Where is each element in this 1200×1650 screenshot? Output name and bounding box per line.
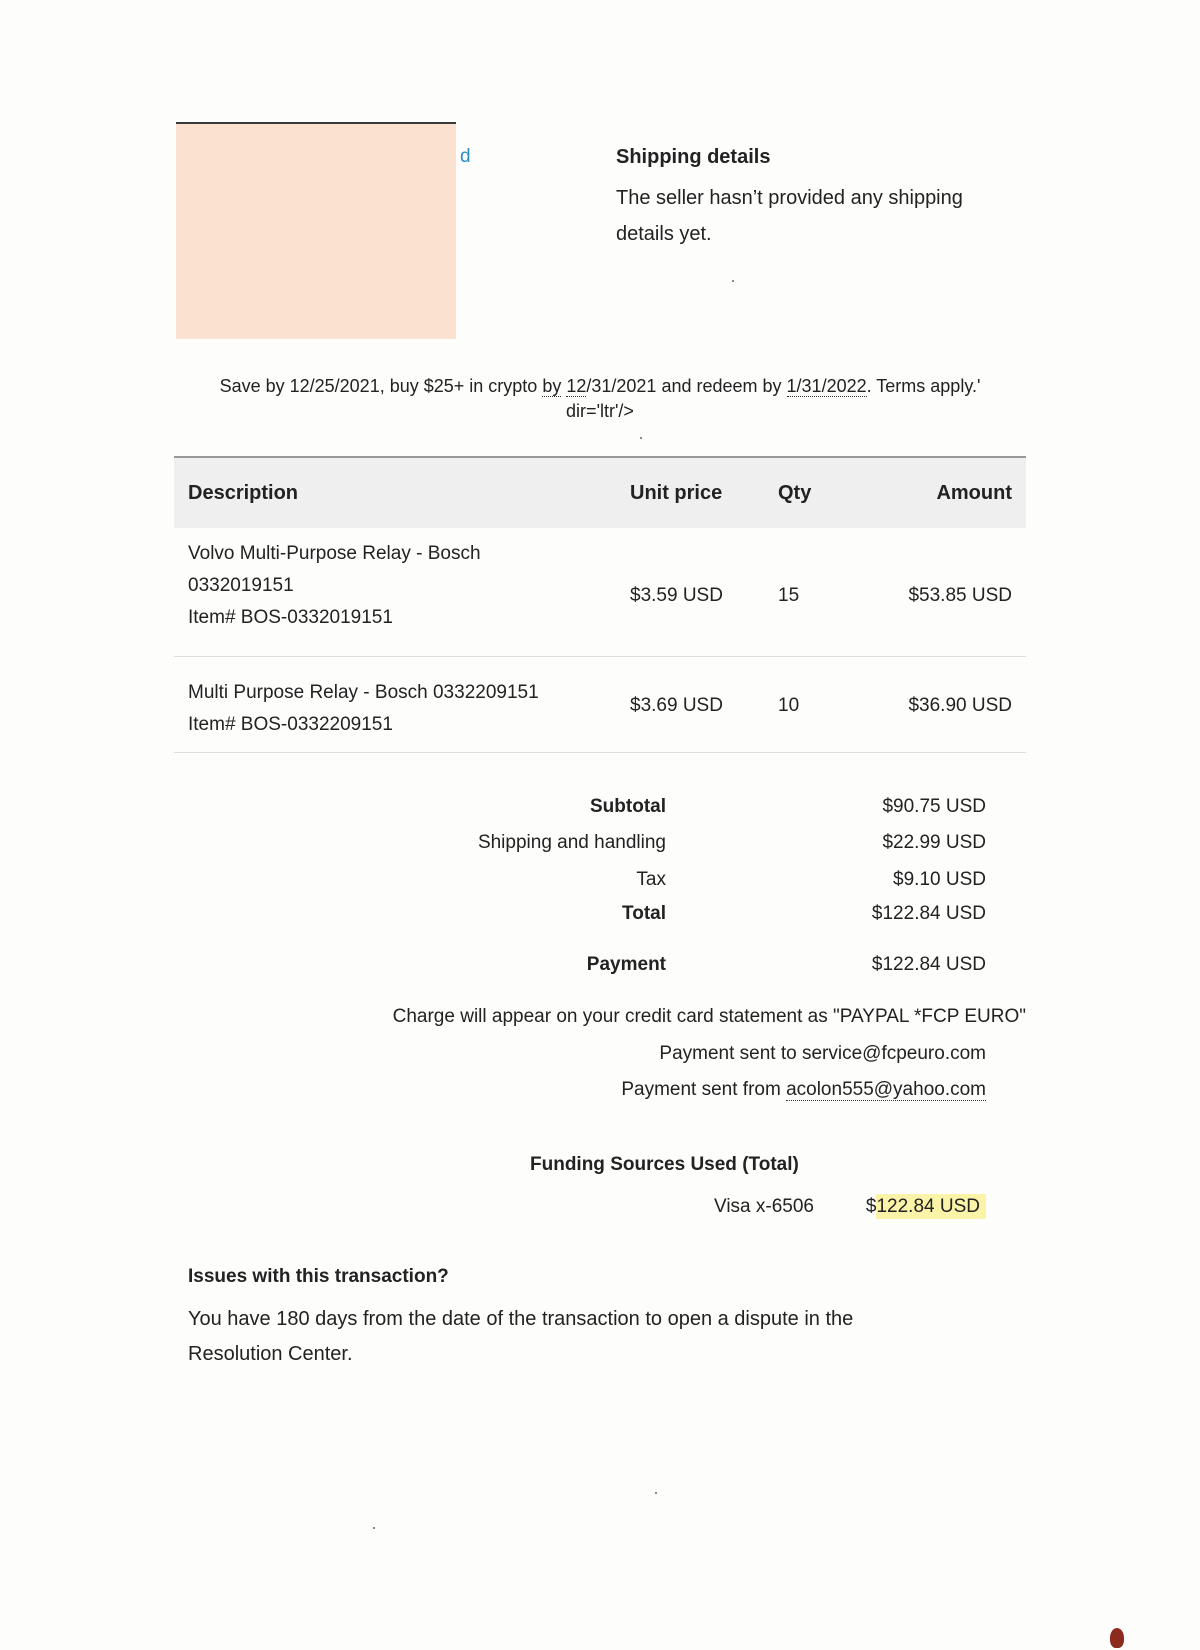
item-qty: 10 (778, 695, 800, 716)
item-qty: 15 (778, 585, 800, 606)
promo-text: Save by 12/25/2021, buy $25+ in crypto by 12/31/2021 and redeem by 1/31/2022. Terms apply.' dir='ltr'/> (219, 376, 981, 421)
shipping-value: $22.99 USD (882, 832, 986, 853)
header-description: Description (188, 482, 299, 504)
subtotal-label: Subtotal (590, 796, 666, 817)
paper-speck (373, 1527, 375, 1529)
item-unit-price: $3.69 USD (630, 695, 723, 716)
redacted-heading-fragment: d (460, 146, 471, 167)
funding-source-amount: $122.84 USD (866, 1196, 986, 1218)
header-amount: Amount (936, 482, 1012, 504)
paper-speck (655, 1492, 657, 1494)
statement-descriptor: Charge will appear on your credit card statement as "PAYPAL *FCP EURO" (392, 1006, 1026, 1027)
paper-speck (732, 280, 734, 282)
total-label: Total (622, 903, 666, 924)
table-header (174, 456, 1026, 528)
issues-title: Issues with this transaction? (188, 1266, 449, 1287)
shipping-details-title: Shipping details (616, 146, 771, 168)
item-description: Volvo Multi-Purpose Relay - Bosch 0332019151 Item# BOS-0332019151 (188, 543, 481, 628)
shipping-details-text: The seller hasn’t provided any shipping details yet. (616, 187, 963, 245)
table-row (174, 657, 1026, 753)
item-amount: $53.85 USD (908, 585, 1012, 606)
shipping-label: Shipping and handling (477, 832, 666, 853)
payment-label: Payment (586, 954, 666, 975)
funding-sources-title: Funding Sources Used (Total) (530, 1154, 799, 1175)
payment-value: $122.84 USD (871, 954, 986, 975)
sender-email-link[interactable]: acolon555@yahoo.com (786, 1079, 986, 1100)
funding-source-card: Visa x-6506 (714, 1196, 814, 1217)
subtotal-value: $90.75 USD (882, 796, 986, 817)
paper-speck (640, 437, 642, 439)
issues-text: You have 180 days from the date of the transaction to open a dispute in the Resolution Center. (188, 1308, 854, 1365)
payment-sent-from: Payment sent from acolon555@yahoo.com (621, 1079, 986, 1100)
payment-sent-to: Payment sent to service@fcpeuro.com (659, 1043, 986, 1064)
redaction-sticky-note (176, 122, 456, 339)
header-qty: Qty (778, 482, 812, 504)
item-description: Multi Purpose Relay - Bosch 0332209151 Item# BOS-0332209151 (188, 682, 539, 735)
header-unit-price: Unit price (630, 482, 723, 504)
total-value: $122.84 USD (871, 903, 986, 924)
item-unit-price: $3.59 USD (630, 585, 723, 606)
tax-value: $9.10 USD (893, 869, 986, 890)
item-amount: $36.90 USD (908, 695, 1012, 716)
table-row (174, 528, 1026, 657)
ink-smudge (1110, 1628, 1124, 1648)
items-table (174, 456, 1026, 753)
tax-label: Tax (636, 869, 666, 890)
